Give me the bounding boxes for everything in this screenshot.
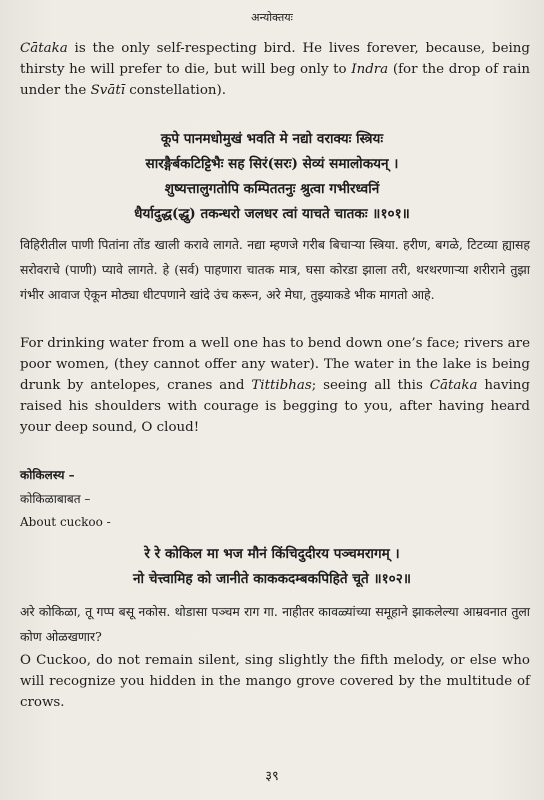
translation-text: For drinking water from a well one has to bend down one’s face; rivers are poor women, (they cannot offer any water). The water in the lake is being drunk by antelopes, cranes and [20, 336, 530, 393]
english-translation-101 [20, 333, 530, 438]
verse-line: रे रे कोकिल मा भज मौनं किंचिदुदीरय पञ्चमरागम् । [144, 546, 400, 562]
sanskrit-verse-102 [0, 542, 544, 592]
intro-text: constellation). [124, 83, 226, 98]
section-label-marathi: कोकिळाबाबत – [20, 492, 91, 506]
verse-line: धैर्यादुद्ध(द्धु) तकन्धरो जलधर त्वां याचते चातकः ॥१०१॥ [134, 206, 410, 222]
cataka-name: Cātaka [20, 41, 68, 56]
cataka-intro-paragraph [20, 38, 530, 101]
cataka-word: Cātaka [429, 378, 478, 393]
section-label-english: About cuckoo - [20, 515, 111, 529]
translation-text: having raised his shoulders with courage is begging to you, after having heard your deep sound, O cloud! [20, 378, 530, 435]
running-header: अन्योक्तयः [251, 11, 293, 24]
marathi-translation-102: अरे कोकिळा, तू गप्प बसू नकोस. थोडासा पञ्चम राग गा. नाहीतर कावळ्यांच्या समूहाने झाकलेल्या आम्रवनात तुला कोण ओळखणार? [20, 604, 530, 644]
svati-name: Svātī [90, 83, 125, 98]
translation-text: ; seeing all this [311, 378, 430, 393]
sanskrit-verse-101 [0, 127, 544, 227]
verse-line: सारङ्गैर्बकटिट्टिभैः सह सिरं(सरः) सेव्यं समालोकयन् । [145, 156, 399, 172]
marathi-translation-101: विहिरीतील पाणी पितांना तोंड खाली करावे लागते. नद्या म्हणजे गरीब बिचाऱ्या स्त्रिया. हरीण, बगळे, टिटव्या ह्यासह सरोवराचे (पाणी) प्यावे लागते. हे (सर्व) पाहणारा चातक मात्र, घसा कोरडा झाला तरी, थरथरणाऱ्या शरीराने तुझा गंभीर आवाज ऐकून मोठ्या धीटपणाने खांदे उंच करून, अरे मेघा, तुझ्याकडे भीक मागतो आहे. [20, 237, 530, 302]
indra-name: Indra [351, 62, 389, 77]
intro-text: (for the drop of rain under the [20, 62, 530, 98]
tittibhas-word: Tittibhas [251, 378, 312, 393]
verse-line: शुष्यत्तालुगतोपि कम्पिततनुः श्रुत्वा गभीरध्वनिं [164, 181, 380, 197]
english-translation-102: O Cuckoo, do not remain silent, sing slightly the fifth melody, or else who will recognize you hidden in the mango grove covered by the multitude of crows. [20, 653, 530, 710]
verse-line: कूपे पानमधोमुखं भवति मे नद्यो वराक्यः स्त्रियः [160, 131, 384, 147]
verse-line: नो चेत्त्वामिह को जानीते काककदम्बकपिहिते चूते ॥१०२॥ [133, 571, 411, 587]
section-label-sanskrit: कोकिलस्य – [20, 468, 75, 482]
page-number: ३९ [265, 769, 279, 784]
intro-text: is the only self-respecting bird. He lives forever, because, being thirsty he will prefer to die, but will beg only to [20, 41, 530, 77]
